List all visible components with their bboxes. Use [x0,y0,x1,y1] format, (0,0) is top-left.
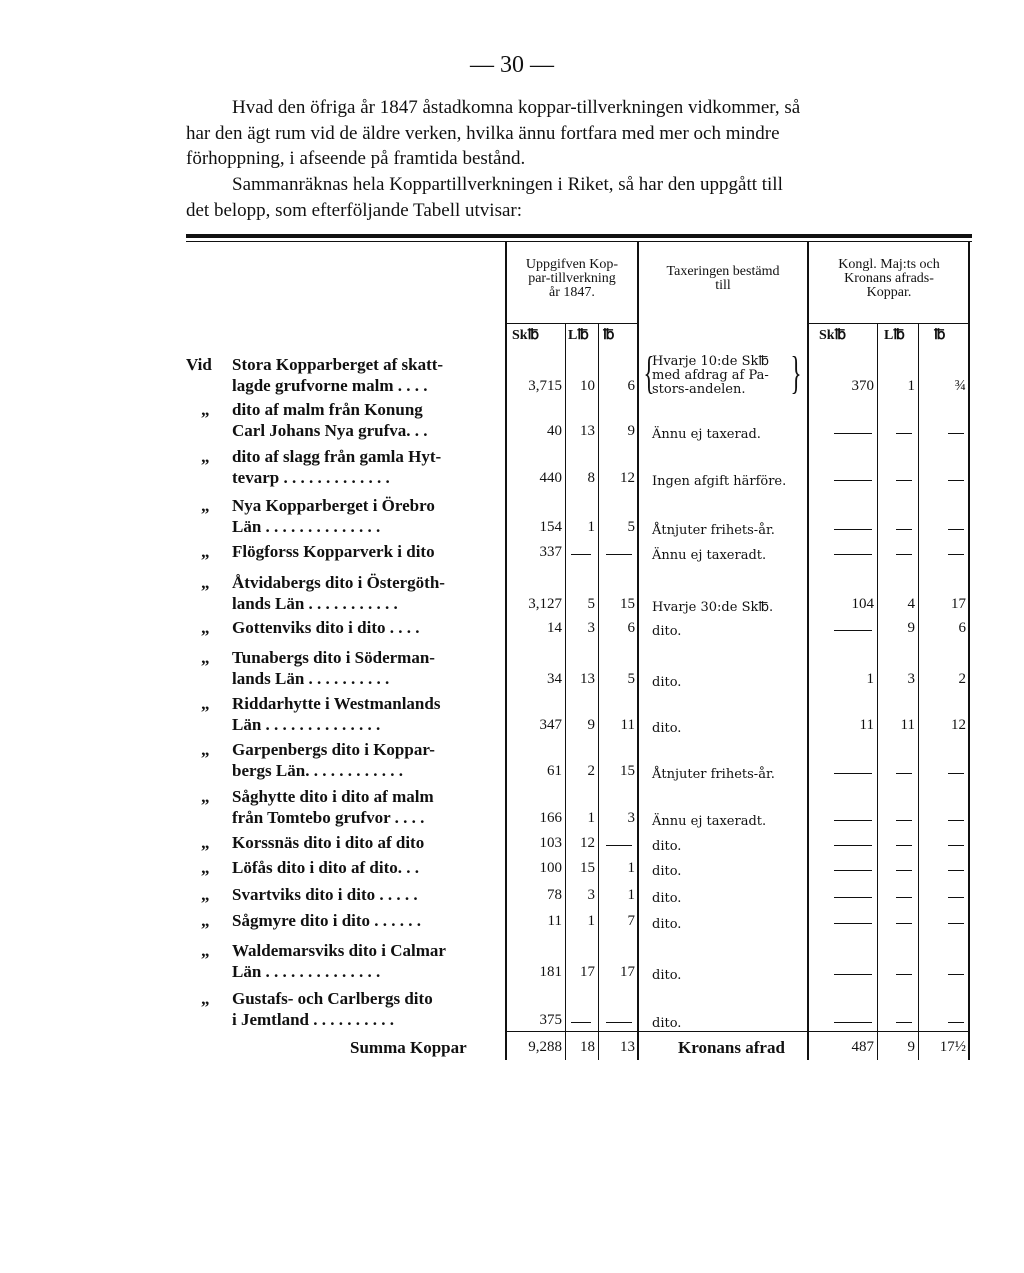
empty-dash [834,529,872,530]
row-prefix: „ [201,542,210,561]
row-name-line: Åtvidabergs dito i Östergöth- [232,573,445,592]
empty-dash [948,870,964,871]
value-kongl-sk: 370 [851,378,874,394]
taxering-note: Ännu ej taxeradt. [652,814,767,829]
value-kongl-lb: 12 [951,717,966,733]
value-l: 2 [587,763,595,779]
value-lb: 1 [627,860,635,876]
value-kongl-lb: ¾ [954,378,966,394]
value-sk: 78 [547,887,562,903]
totals-kl: 9 [907,1039,915,1055]
row-name-line: Sågmyre dito i dito . . . . . . [232,911,422,930]
taxering-note: dito. [652,839,682,854]
taxering-note: dito. [652,917,682,932]
totals-klb: 17½ [939,1039,966,1055]
empty-dash [948,554,964,555]
column-divider [807,242,809,1060]
value-sk: 11 [547,913,562,929]
row-name-line: Län . . . . . . . . . . . . . . [232,715,381,734]
value-l: 3 [587,620,595,636]
value-lb: 1 [627,887,635,903]
row-prefix: „ [201,400,210,419]
totals-label: Summa Koppar [350,1038,467,1057]
value-sk: 3,715 [528,378,562,394]
value-kongl-sk: 11 [859,717,874,733]
value-kongl-lb: 6 [958,620,966,636]
taxering-note: dito. [652,675,682,690]
row-prefix: „ [201,941,210,960]
row-prefix: „ [201,833,210,852]
value-sk: 3,127 [528,596,562,612]
row-name-line: lands Län . . . . . . . . . . . [232,594,398,613]
empty-dash [834,974,872,975]
taxering-note: dito. [652,624,682,639]
header-taxering: Taxeringen bestämd till [666,264,780,293]
value-l: 15 [580,860,595,876]
value-sk: 100 [539,860,562,876]
value-l: 10 [580,378,595,394]
row-prefix: „ [201,911,210,930]
table-top-rule-thin [186,241,972,242]
value-kongl-l: 9 [907,620,915,636]
row-name-line: Län . . . . . . . . . . . . . . [232,517,381,536]
row-prefix: „ [201,885,210,904]
value-sk: 14 [547,620,562,636]
empty-dash [571,1022,591,1023]
value-l: 9 [587,717,595,733]
empty-dash [948,480,964,481]
value-sk: 34 [547,671,562,687]
empty-dash [948,433,964,434]
row-name-line: Nya Kopparberget i Örebro [232,496,435,515]
left-brace: { [643,347,655,398]
row-name-line: bergs Län. . . . . . . . . . . . [232,761,403,780]
taxering-note: Ingen afgift härföre. [652,474,787,489]
empty-dash [948,773,964,774]
value-l: 1 [587,519,595,535]
totals-ksk: 487 [851,1039,874,1055]
row-prefix: „ [201,787,210,806]
row-prefix: „ [201,740,210,759]
value-l: 17 [580,964,595,980]
empty-dash [896,529,912,530]
empty-dash [948,923,964,924]
row-name-line: Såghytte dito i dito af malm [232,787,434,806]
intro-line: Hvad den öfriga år 1847 åstadkomna koppar-tillverkningen vidkommer, så [232,97,801,118]
value-kongl-l: 11 [900,717,915,733]
row-name-line: Waldemarsviks dito i Calmar [232,941,446,960]
totals-lb: 13 [620,1039,635,1055]
empty-dash [896,923,912,924]
column-divider [968,242,970,1060]
empty-dash [948,974,964,975]
sub-column-divider [918,323,919,1060]
value-sk: 375 [539,1012,562,1028]
taxering-note: Hvarje 30:de Sk℔. [652,600,774,615]
row-name-line: Löfås dito i dito af dito. . . [232,858,420,877]
taxering-note: dito. [652,968,682,983]
empty-dash [834,630,872,631]
value-l: 5 [587,596,595,612]
value-l: 12 [580,835,595,851]
row-prefix: „ [201,573,210,592]
empty-dash [948,1022,964,1023]
unit-label: ℔ [934,328,946,343]
unit-label: L℔ [568,328,589,343]
empty-dash [834,433,872,434]
totals-sk: 9,288 [528,1039,562,1055]
empty-dash [834,820,872,821]
value-lb: 7 [627,913,635,929]
unit-label: L℔ [884,328,905,343]
empty-dash [896,773,912,774]
empty-dash [948,820,964,821]
empty-dash [834,773,872,774]
value-kongl-sk: 1 [866,671,874,687]
value-kongl-l: 1 [907,378,915,394]
value-lb: 3 [627,810,635,826]
row-prefix: „ [201,858,210,877]
taxering-note: dito. [652,864,682,879]
row-name-line: dito af malm från Konung [232,400,423,419]
value-l: 1 [587,913,595,929]
value-sk: 337 [539,544,562,560]
value-kongl-lb: 2 [958,671,966,687]
unit-label: ℔ [603,328,615,343]
row-prefix: „ [201,694,210,713]
row-name-line: Län . . . . . . . . . . . . . . [232,962,381,981]
value-sk: 440 [539,470,562,486]
value-lb: 15 [620,596,635,612]
value-l: 3 [587,887,595,903]
empty-dash [896,870,912,871]
empty-dash [834,480,872,481]
value-sk: 61 [547,763,562,779]
unit-label: Sk℔ [819,328,847,343]
empty-dash [948,897,964,898]
value-l: 13 [580,423,595,439]
row-name-line: Gottenviks dito i dito . . . . [232,618,420,637]
row-name-line: dito af slagg från gamla Hyt- [232,447,442,466]
intro-line: förhoppning, i afseende på framtida bestånd. [186,148,526,169]
empty-dash [896,1022,912,1023]
taxering-note: dito. [652,1016,682,1031]
taxering-note: dito. [652,721,682,736]
value-sk: 347 [539,717,562,733]
taxering-note: dito. [652,891,682,906]
column-divider [637,242,639,1060]
totals-l: 18 [580,1039,595,1055]
row-prefix: „ [201,447,210,466]
row-prefix: „ [201,618,210,637]
value-sk: 154 [539,519,562,535]
row-name-line: Carl Johans Nya grufva. . . [232,421,428,440]
empty-dash [896,433,912,434]
unit-label: Sk℔ [512,328,540,343]
empty-dash [896,554,912,555]
header-rule [505,323,637,324]
value-sk: 40 [547,423,562,439]
row-name-line: Tunabergs dito i Söderman- [232,648,435,667]
row-prefix: „ [201,496,210,515]
intro-line: det belopp, som efterföljande Tabell utvisar: [186,200,522,221]
row-name-line: Korssnäs dito i dito af dito [232,833,425,852]
empty-dash [896,974,912,975]
row-prefix: „ [201,989,210,1008]
taxering-note: Åtnjuter frihets-år. [652,523,775,538]
value-lb: 6 [627,620,635,636]
value-kongl-lb: 17 [951,596,966,612]
row-name-line: tevarp . . . . . . . . . . . . . [232,468,390,487]
empty-dash [896,845,912,846]
sum-rule [505,1031,970,1032]
value-sk: 103 [539,835,562,851]
row-prefix: „ [201,648,210,667]
value-lb: 9 [627,423,635,439]
empty-dash [571,554,591,555]
intro-line: Sammanräknas hela Koppartillverkningen i Riket, så har den uppgått till [232,174,783,195]
row-name-line: Stora Kopparberget af skatt- [232,355,444,374]
right-brace: } [790,347,802,398]
intro-line: har den ägt rum vid de äldre verken, hvilka ännu fortfara med mer och mindre [186,123,780,144]
row-name-line: lagde grufvorne malm . . . . [232,376,428,395]
header-uppgift: Uppgifven Kop- par-tillverkning år 1847. [525,257,619,300]
value-sk: 166 [539,810,562,826]
row-name-line: Svartviks dito i dito . . . . . [232,885,418,904]
value-kongl-l: 3 [907,671,915,687]
empty-dash [834,923,872,924]
empty-dash [834,870,872,871]
value-lb: 6 [627,378,635,394]
row-name-line: Flögforss Kopparverk i dito [232,542,435,561]
value-lb: 15 [620,763,635,779]
empty-dash [896,820,912,821]
taxering-note: Ännu ej taxerad. [652,427,761,442]
row-name-line: Garpenbergs dito i Koppar- [232,740,435,759]
first-row-note: Hvarje 10:de Sk℔ med afdrag af Pa- stors-andelen. [652,354,769,397]
row-name-line: Gustafs- och Carlbergs dito [232,989,433,1008]
taxering-note: Ännu ej taxeradt. [652,548,767,563]
empty-dash [606,1022,632,1023]
value-kongl-sk: 104 [851,596,874,612]
empty-dash [606,845,632,846]
sub-column-divider [877,323,878,1060]
empty-dash [834,845,872,846]
empty-dash [834,897,872,898]
empty-dash [896,480,912,481]
row-name-line: i Jemtland . . . . . . . . . . [232,1010,394,1029]
empty-dash [834,1022,872,1023]
value-sk: 181 [539,964,562,980]
row-name-line: lands Län . . . . . . . . . . [232,669,390,688]
value-l: 13 [580,671,595,687]
value-lb: 11 [620,717,635,733]
table-top-rule [186,234,972,238]
value-lb: 12 [620,470,635,486]
column-divider [505,242,507,1060]
value-kongl-l: 4 [907,596,915,612]
value-lb: 5 [627,519,635,535]
empty-dash [606,554,632,555]
row-prefix: Vid [186,355,212,374]
empty-dash [834,554,872,555]
row-name-line: från Tomtebo grufvor . . . . [232,808,425,827]
empty-dash [948,529,964,530]
header-rule [807,323,969,324]
value-lb: 5 [627,671,635,687]
empty-dash [948,845,964,846]
value-l: 8 [587,470,595,486]
empty-dash [896,897,912,898]
totals-tax-label: Kronans afrad [678,1038,785,1057]
value-lb: 17 [620,964,635,980]
taxering-note: Åtnjuter frihets-år. [652,767,775,782]
header-kongl: Kongl. Maj:ts och Kronans afrads- Koppar. [838,257,940,300]
page-number: — 30 — [470,52,554,78]
value-l: 1 [587,810,595,826]
row-name-line: Riddarhytte i Westmanlands [232,694,441,713]
